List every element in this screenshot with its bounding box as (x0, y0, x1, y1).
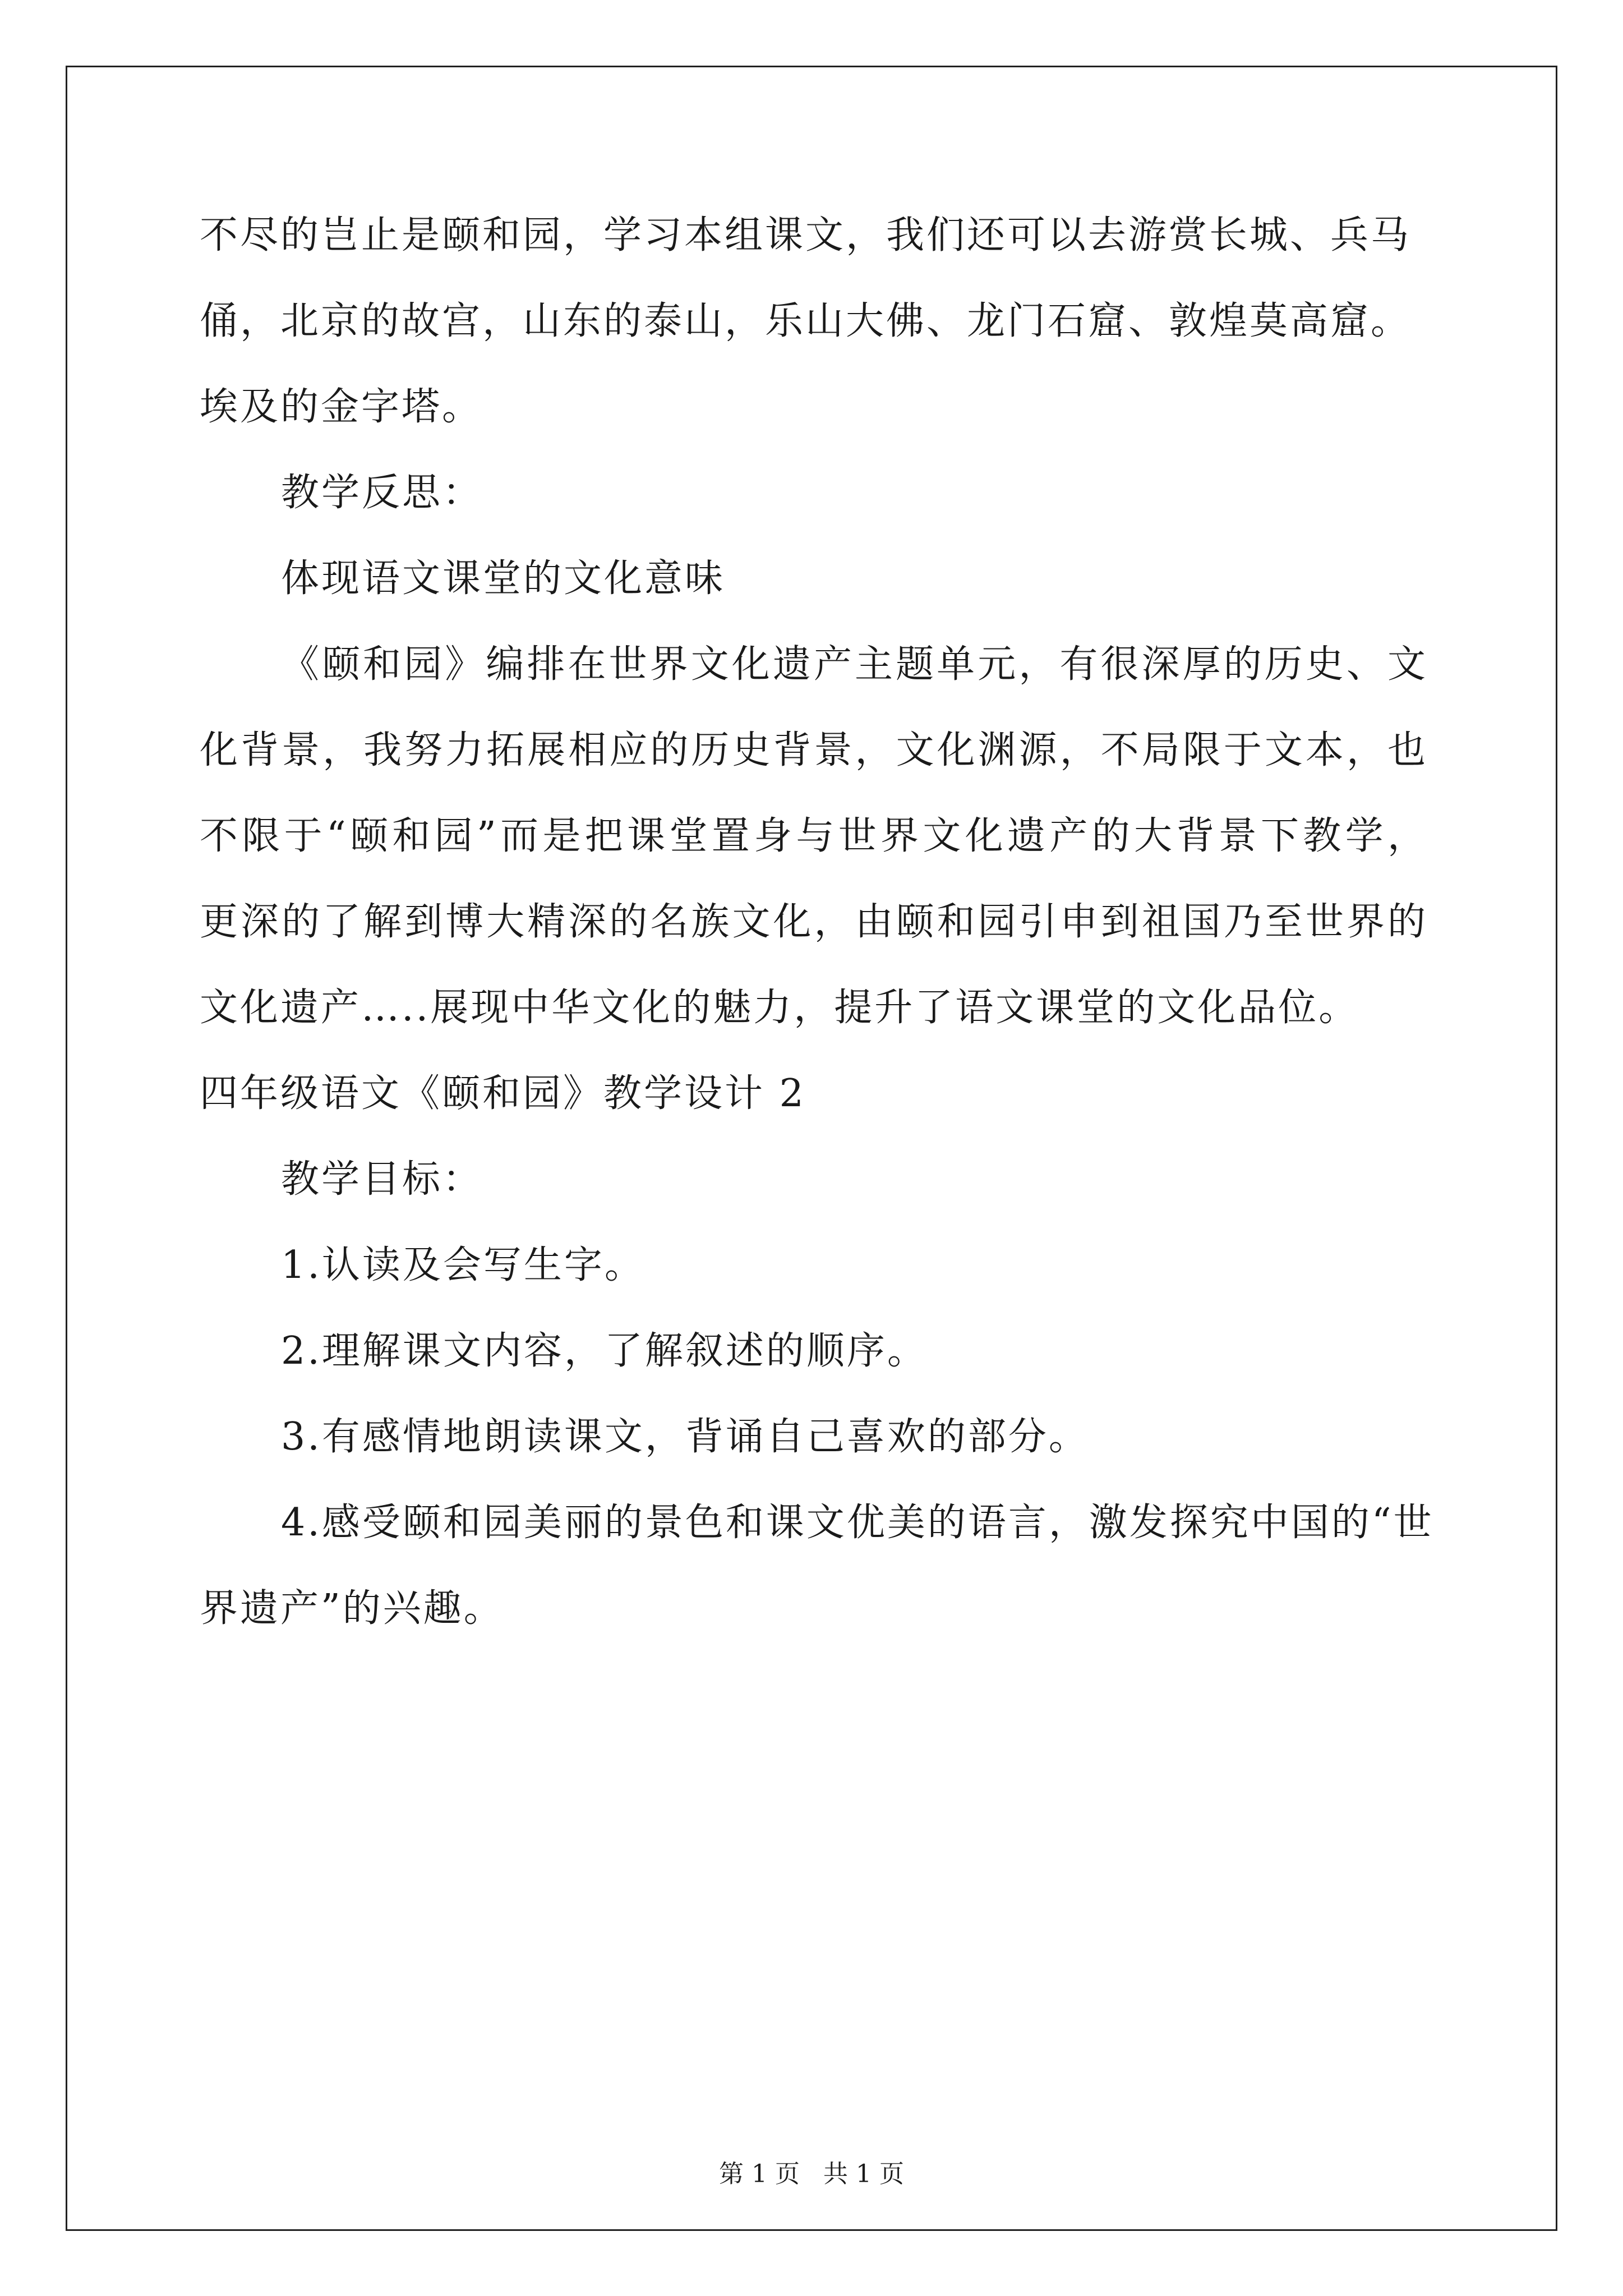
subheading: 体现语文课堂的文化意味 (281, 556, 726, 601)
list-item: 3.有感情地朗读课文，背诵自己喜欢的部分。 (281, 1415, 1089, 1459)
page-number-total: 共 1 页 (823, 2160, 904, 2188)
text-line: 不限于“颐和园”而是把课堂置身与世界文化遗产的大背景下教学， (200, 814, 1428, 858)
section-heading: 教学反思： (281, 471, 483, 515)
list-item: 2.理解课文内容，了解叙述的顺序。 (281, 1329, 928, 1373)
page-number-current: 第 1 页 (719, 2160, 800, 2188)
text-line: 不尽的岂止是颐和园，学习本组课文，我们还可以去游赏长城、兵马 (200, 213, 1412, 257)
text-line: 埃及的金字塔。 (200, 385, 483, 429)
list-item: 1.认读及会写生字。 (281, 1243, 645, 1287)
list-item-continued: 界遗产”的兴趣。 (200, 1586, 504, 1631)
section-heading: 教学目标： (281, 1157, 483, 1202)
text-line: 俑，北京的故宫，山东的泰山，乐山大佛、龙门石窟、敦煌莫高窟。 (200, 299, 1412, 343)
page-footer (0, 2159, 1623, 2190)
text-line: 更深的了解到博大精深的名族文化，由颐和园引申到祖国乃至世界的 (200, 900, 1428, 944)
list-item: 4.感受颐和园美丽的景色和课文优美的语言，激发探究中国的“世 (281, 1501, 1434, 1545)
section-title: 四年级语文《颐和园》教学设计 2 (200, 1071, 806, 1116)
text-line: 《颐和园》编排在世界文化遗产主题单元，有很深厚的历史、文 (281, 642, 1428, 687)
text-line: 文化遗产…..展现中华文化的魅力，提升了语文课堂的文化品位。 (200, 986, 1359, 1030)
text-line: 化背景，我努力拓展相应的历史背景，文化渊源，不局限于文本，也 (200, 728, 1428, 772)
